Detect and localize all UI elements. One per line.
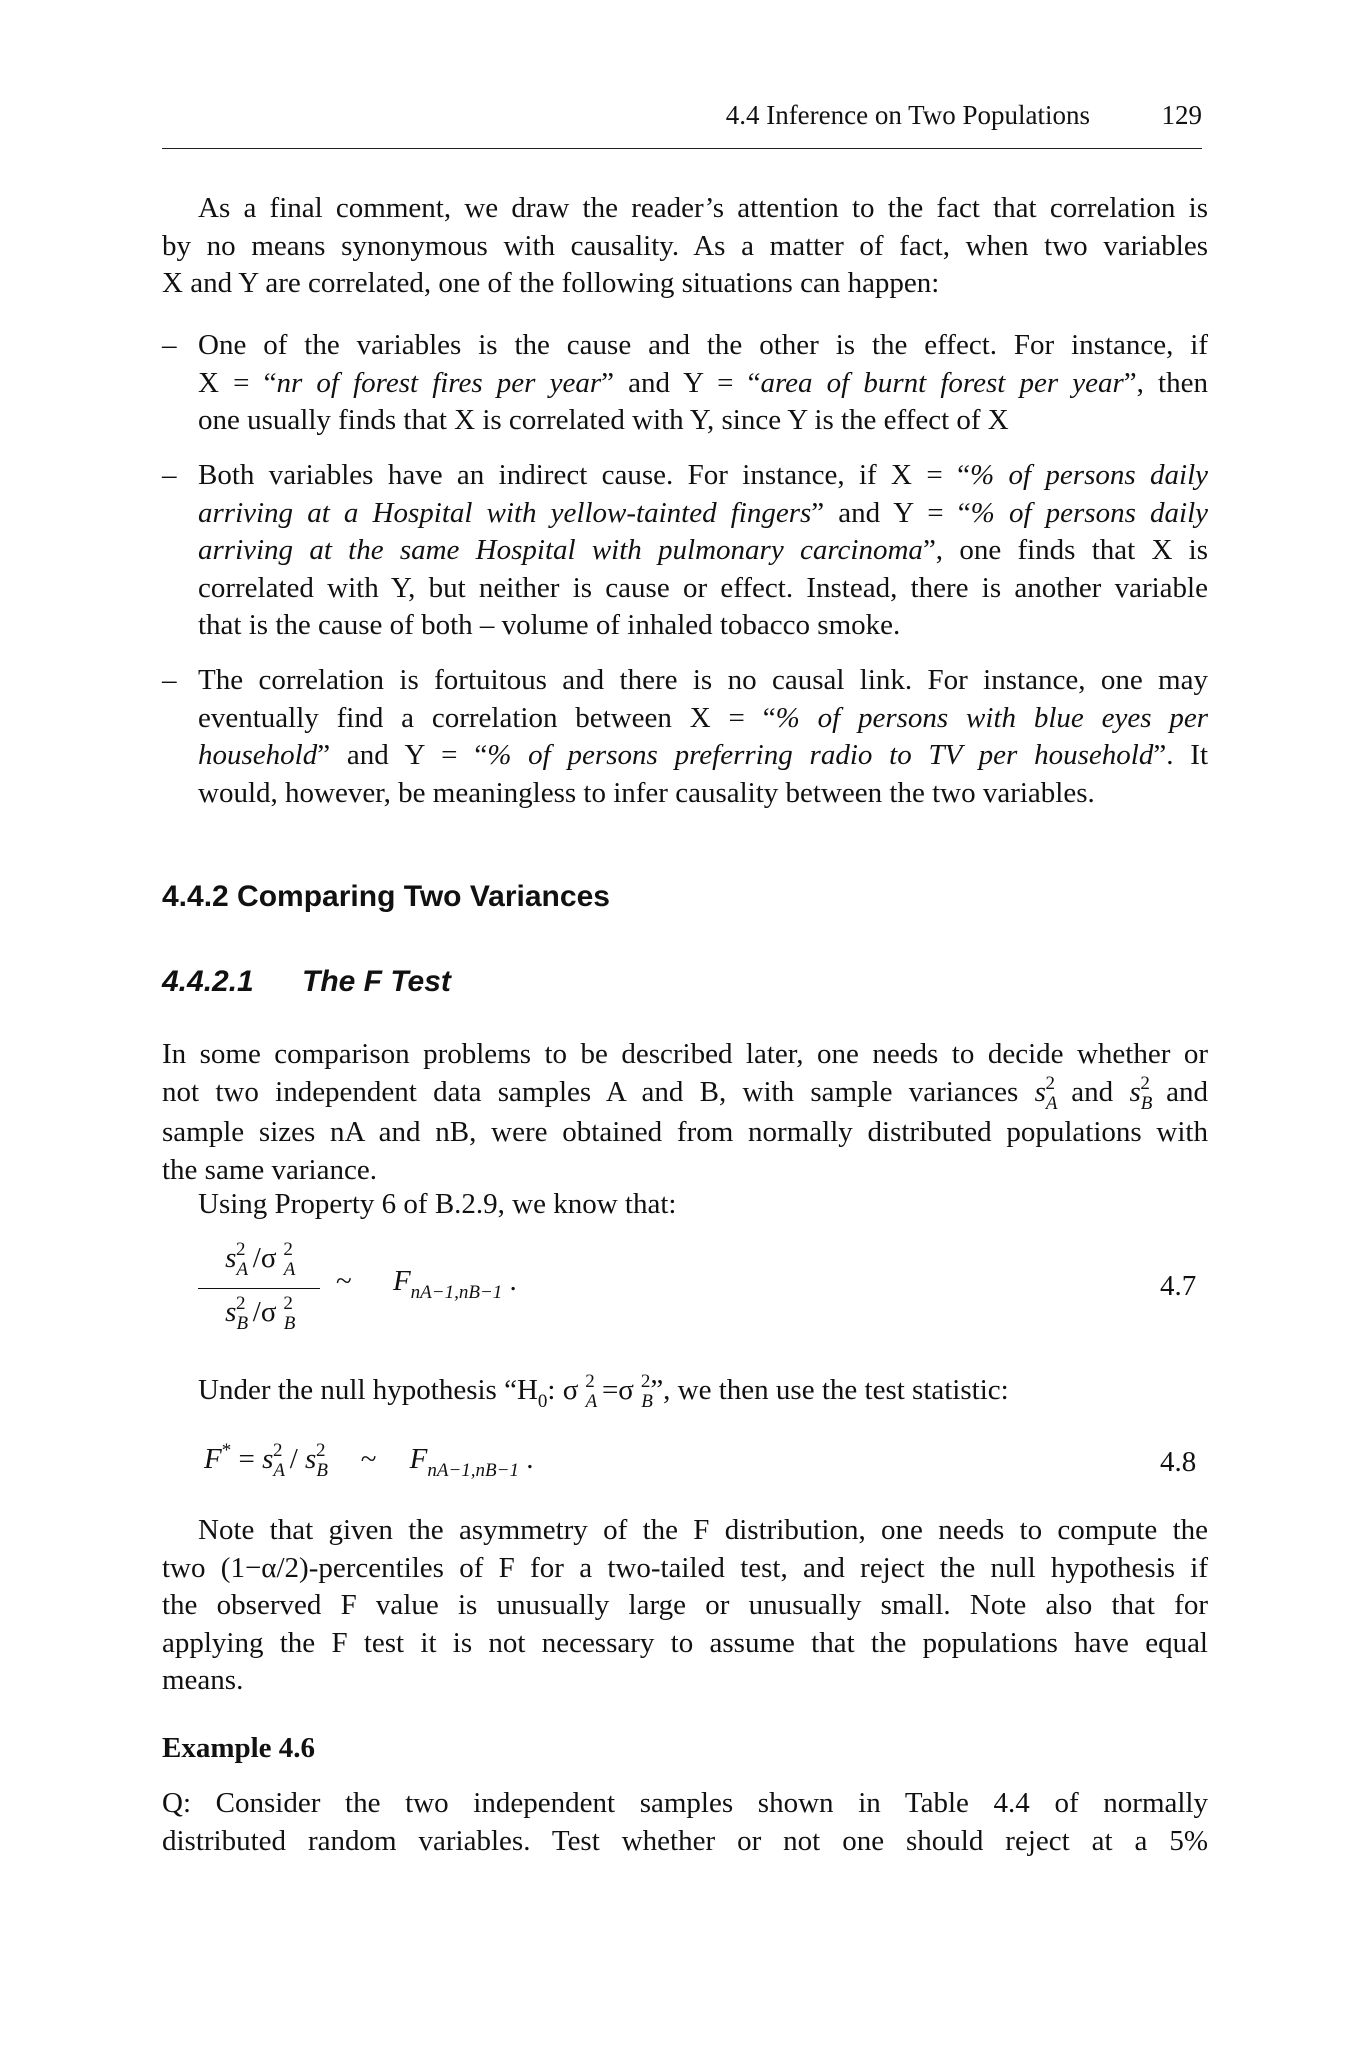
text-line: The correlation is fortuitous and there is no causal link. For instance, one may xyxy=(198,664,1208,696)
body-paragraph: Under the null hypothesis “$H_0$: σ $_A^2$ =σ $_B^2$”, we then use the test statistic: xyxy=(198,1371,1009,1412)
body-paragraph xyxy=(162,1512,1208,1700)
subsection-heading xyxy=(162,965,451,999)
text-line: X and Y are correlated, one of the following situations can happen: xyxy=(162,267,940,299)
body-paragraph: Using Property 6 of B.2.9, we know that: xyxy=(198,1188,677,1220)
text-line: the observed F value is unusually large or unusually small. Note also that for xyxy=(162,1589,1208,1621)
bullet-dash: – xyxy=(162,329,177,361)
equation-number: 4.8 xyxy=(1160,1446,1197,1478)
text-line: arriving at a Hospital with yellow-tainted fingers” and Y = “% of persons daily xyxy=(198,496,1208,529)
text-line: one usually finds that X is correlated with Y, since Y is the effect of X xyxy=(198,404,1009,436)
equation-number: 4.7 xyxy=(1160,1270,1197,1302)
text-line: sample sizes nA and nB, were obtained from normally distributed populations with xyxy=(162,1116,1208,1148)
text-line: Note that given the asymmetry of the F distribution, one needs to compute the xyxy=(198,1514,1208,1546)
text-line: One of the variables is the cause and the other is the effect. For instance, if xyxy=(198,329,1208,361)
text-line: means. xyxy=(162,1664,244,1696)
subsection-title: The F Test xyxy=(302,965,451,998)
equation-4-8: $F^* = s_A^2 / s_B^2$ ~ $F_{nA-1,nB-1}$ . xyxy=(204,1440,534,1481)
example-heading: Example 4.6 xyxy=(162,1732,316,1764)
text-line: distributed random variables. Test whether or not one should reject at a 5% xyxy=(162,1824,1208,1857)
page-number: 129 xyxy=(1161,100,1202,130)
text-line: arriving at the same Hospital with pulmonary carcinoma”, one finds that X is xyxy=(198,534,1208,566)
text-line: Q: Consider the two independent samples shown in Table 4.4 of normally xyxy=(162,1787,1208,1819)
header-rule xyxy=(162,148,1202,149)
text-line: by no means synonymous with causality. As a matter of fact, when two variables xyxy=(162,229,1208,262)
text-line: two (1−α/2)-percentiles of F for a two-tailed test, and reject the null hypothesis if xyxy=(162,1551,1208,1584)
text-line: As a final comment, we draw the reader’s attention to the fact that correlation is xyxy=(198,192,1208,224)
text-line: applying the F test it is not necessary to assume that the populations have equal xyxy=(162,1626,1208,1659)
text-line: Both variables have an indirect cause. For instance, if X = “% of persons daily xyxy=(198,459,1209,491)
text-line: not two independent data samples A and B, with sample variances $s_A^2$ and $s_B^2$ and xyxy=(162,1072,1209,1114)
bullet-dash: – xyxy=(162,459,177,491)
text-line: household” and Y = “% of persons preferring radio to TV per household”. It xyxy=(198,739,1209,771)
question-paragraph xyxy=(162,1785,1208,1860)
text-line: eventually find a correlation between X = “% of persons with blue eyes per xyxy=(198,701,1209,734)
body-paragraph xyxy=(162,1036,1208,1189)
book-page: 4.4 Inference on Two Populations 129 As a final comment, we draw the reader’s attention to the fact that correlation is by no means synonymous with causality. As a matter of fact, when two variables X and Y are correlated, one of the following situations can happen: – One of the variables is the cause and the other is the effect. For instance, if X = “nr of forest fires per year” and Y = “area of burnt forest per year”, then one usually finds that X is correlated with Y, since Y is the effect of X – Both variables have an indirect cause. For instance, if X = “% of persons daily arriving at a Hospital with yellow-tainted fingers” and Y = “% of persons daily arriving at the same Hospital with pulmonary carcinoma”, one finds that X is correlated with Y, but neither is cause or effect. Instead, there is another variable that is the cause of both – volume of inhaled tobacco smoke. – The correlation is fortuitous and there is no causal link. For instance, one may eventually find a correlation between X = “% of persons with blue eyes per household” and Y = “% of persons preferring radio to TV per household”. It would, however, be meaningless to infer causality between the two variables. 4.4.2 Comparing Two Variances 4.4.2.1 The F Test In some comparison problems to be described later, one needs to decide whether or not two independent data samples A and B, with sample variances $s_A^2$ and $s_B^2$ and sample sizes nA and nB, were obtained from normally distributed populations with the same variance. Using Property 6 of B.2.9, we know that: $s_A^2$ /σ $_A^2$ $s_B^2$ /σ $_B^2$ ~ $F_{nA-1,nB-1}$ . 4.7 Under the null hypothesis “$H_0$: σ $_A^2$ =σ $_B^2$”, we then use the test statistic: $F^* = s_A^2 / s_B^2$ ~ $F_{nA-1,nB-1}$ . 4.8 Note that given the asymmetry of the F distribution, one needs to compute the two (1−α/2)-percentiles of F for a two-tailed test, and reject the null hypothesis if the observed F value is unusually large or unusually small. Note also that for applying the F test it is not necessary to assume that the populations have equal means. Example 4.6 Q: Consider the two independent samples shown in Table 4.4 of normally distributed random variables. Test whether or not one should reject at a 5% xyxy=(0,0,1350,2048)
text-line: the same variance. xyxy=(162,1153,377,1186)
text-line: X = “nr of forest fires per year” and Y = “area of burnt forest per year”, then xyxy=(198,366,1208,399)
subsection-number: 4.4.2.1 xyxy=(162,965,254,998)
text-line: would, however, be meaningless to infer causality between the two variables. xyxy=(198,776,1095,809)
text-line: correlated with Y, but neither is cause or effect. Instead, there is another variable xyxy=(198,571,1208,604)
text-line: that is the cause of both – volume of inhaled tobacco smoke. xyxy=(198,609,901,641)
bullet-dash: – xyxy=(162,664,177,696)
intro-paragraph xyxy=(162,190,1208,303)
running-title: 4.4 Inference on Two Populations xyxy=(725,100,1090,130)
section-heading: 4.4.2 Comparing Two Variances xyxy=(162,880,610,913)
text-line: In some comparison problems to be described later, one needs to decide whether or xyxy=(162,1038,1208,1070)
equation-4-7-rhs: ~ $F_{nA-1,nB-1}$ . xyxy=(336,1265,517,1303)
